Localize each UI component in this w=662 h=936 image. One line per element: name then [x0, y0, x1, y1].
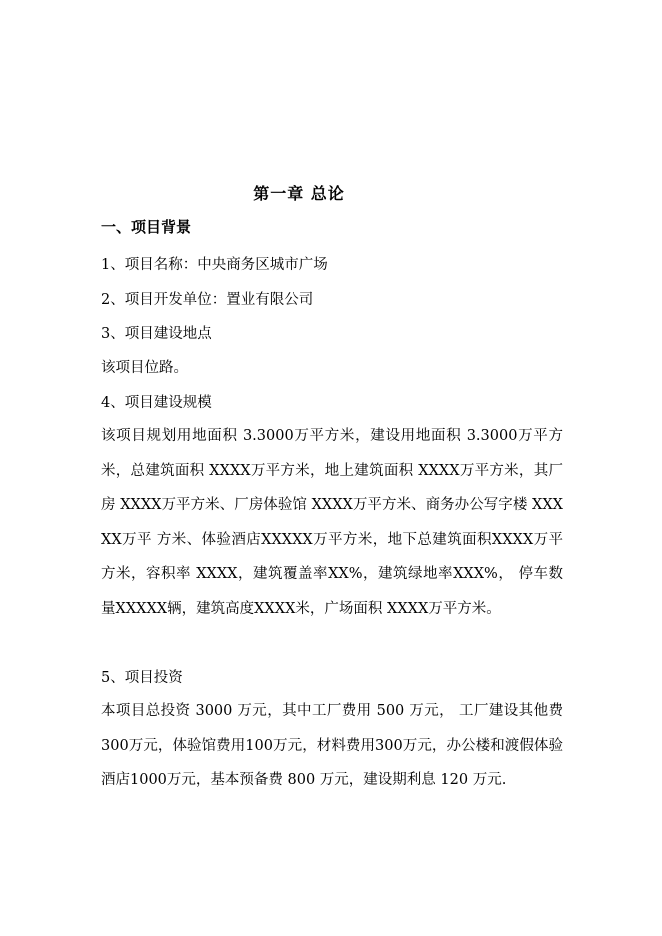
site-heading: 3、项目建设地点	[101, 326, 212, 342]
scale-paragraph: 该项目规划用地面积 3.3000万平方米，建设用地面积 3.3000万平方米，总建筑面积 XXXX万平方米，地上建筑面积 XXXX万平方米，其厂房 XXXX万平方米、厂房体验馆 XXXX万平方米、商务办公写字楼 XXXXX万平 方米、体验酒店XXXXX万平方米，地下总建筑面积XXXX万平方米，容积率 XXXX，建筑覆盖率XX%，建筑绿地率XXX%， 停车数量XXXXX辆，建筑高度XXXX米，广场面积 XXXX万平方米。	[101, 428, 563, 617]
site-text: 该项目位路。	[101, 360, 188, 376]
developer-line: 2、项目开发单位：置业有限公司	[101, 292, 314, 308]
scale-heading: 4、项目建设规模	[101, 395, 212, 411]
chapter-title: 第一章 总论	[253, 184, 345, 203]
section-heading: 一、项目背景	[101, 218, 192, 236]
project-name-line: 1、项目名称：中央商务区城市广场	[101, 257, 328, 273]
investment-heading: 5、项目投资	[101, 670, 183, 686]
investment-paragraph: 本项目总投资 3000 万元，其中工厂费用 500 万元， 工厂建设其他费 300万元，体验馆费用100万元，材料费用300万元，办公楼和渡假体验酒店1000万元，基本预备费 800 万元，建设期利息 120 万元.	[101, 703, 563, 788]
